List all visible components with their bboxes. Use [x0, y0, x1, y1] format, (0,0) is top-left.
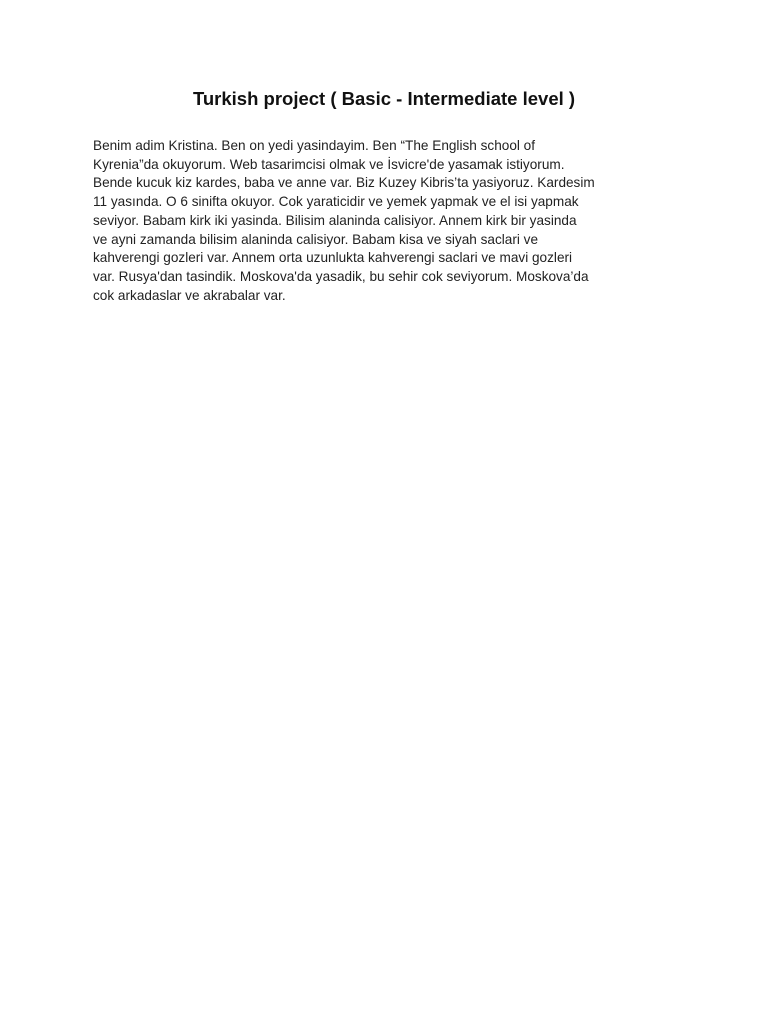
document-paragraph	[93, 137, 678, 305]
paragraph-line: Kyrenia”da okuyorum. Web tasarimcisi olmak ve İsvicre'de yasamak istiyorum.	[93, 156, 565, 172]
paragraph-line: cok arkadaslar ve akrabalar var.	[93, 287, 286, 303]
paragraph-line: seviyor. Babam kirk iki yasinda. Bilisim alaninda calisiyor. Annem kirk bir yasinda	[93, 212, 577, 228]
paragraph-line: ve ayni zamanda bilisim alaninda calisiyor. Babam kisa ve siyah saclari ve	[93, 231, 539, 247]
paragraph-line: var. Rusya'dan tasindik. Moskova'da yasadik, bu sehir cok seviyorum. Moskova’da	[93, 268, 589, 284]
paragraph-line: Benim adim Kristina. Ben on yedi yasindayim. Ben “The English school of	[93, 138, 536, 153]
document-title: Turkish project ( Basic - Intermediate level )	[192, 88, 576, 109]
paragraph-line: kahverengi gozleri var. Annem orta uzunlukta kahverengi saclari ve mavi gozleri	[93, 250, 573, 266]
paragraph-line: Bende kucuk kiz kardes, baba ve anne var. Biz Kuzey Kibris’ta yasiyoruz. Kardesim	[93, 175, 595, 191]
paragraph-line: 11 yasında. O 6 sinifta okuyor. Cok yaraticidir ve yemek yapmak ve el isi yapmak	[93, 194, 579, 210]
